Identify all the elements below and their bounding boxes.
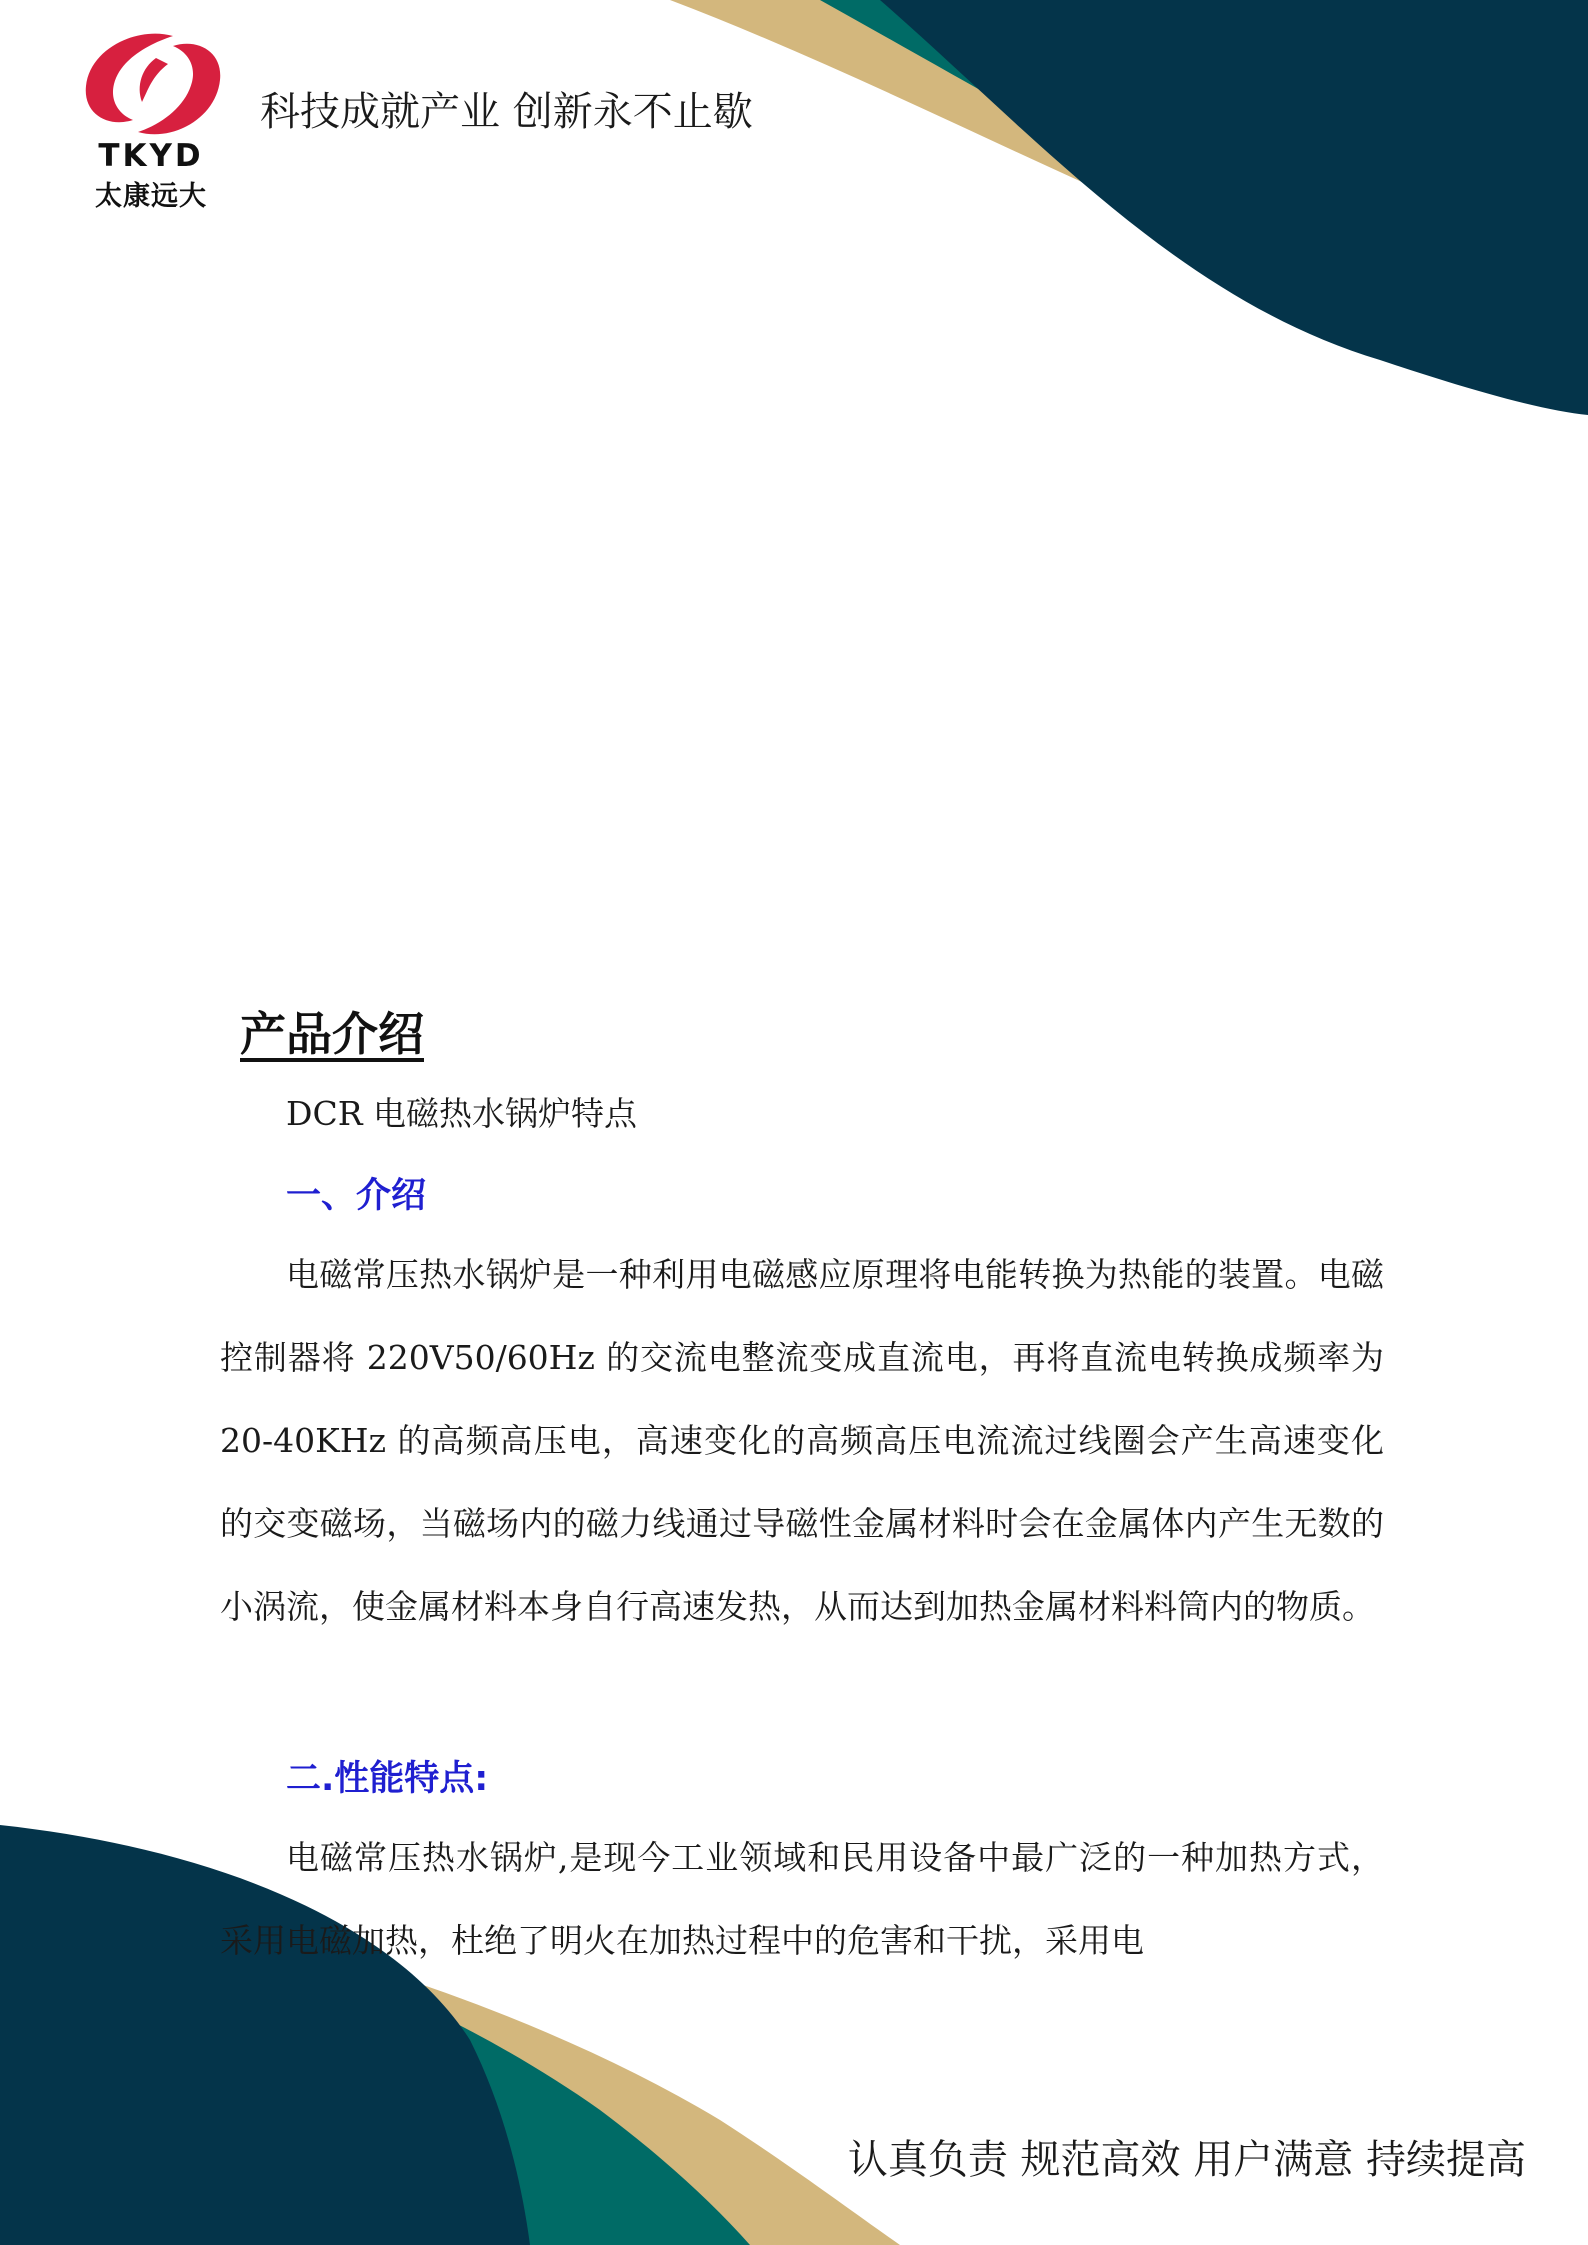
logo-text-cn: 太康远大 (95, 181, 207, 212)
section-paragraph-intro: 电磁常压热水锅炉是一种利用电磁感应原理将电能转换为热能的装置。电磁控制器将 220V50/60Hz 的交流电整流变成直流电，再将直流电转换成频率为 20-40KHz 的高频高压电，高速变化的高频高压电流流过线圈会产生高速变化的交变磁场，当磁场内的磁力线通过导磁性金属材料时会在金属体内产生无数的小涡流，使金属材料本身自行高速发热，从而达到加热金属材料料筒内的物质。 (220, 1255, 1384, 1626)
company-logo (78, 28, 224, 212)
logo-swirl-icon (78, 28, 224, 140)
page-title: 产品介绍 (240, 1007, 424, 1061)
top-right-swoosh (670, 0, 1588, 415)
logo-text-en: TKYD (98, 138, 204, 174)
document-subtitle: DCR 电磁热水锅炉特点 (286, 1094, 638, 1133)
top-navy-band (880, 0, 1588, 415)
footer-slogan: 认真负责 规范高效 用户满意 持续提高 (847, 2137, 1526, 2183)
section-heading-intro: 一、介绍 (286, 1176, 427, 1216)
section-heading-features: 二.性能特点: (286, 1759, 489, 1799)
section-paragraph-features: 电磁常压热水锅炉,是现今工业领域和民用设备中最广泛的一种加热方式，采用电磁加热，杜绝了明火在加热过程中的危害和干扰，采用电 (220, 1838, 1384, 1960)
header-slogan: 科技成就产业 创新永不止歇 (260, 89, 753, 135)
